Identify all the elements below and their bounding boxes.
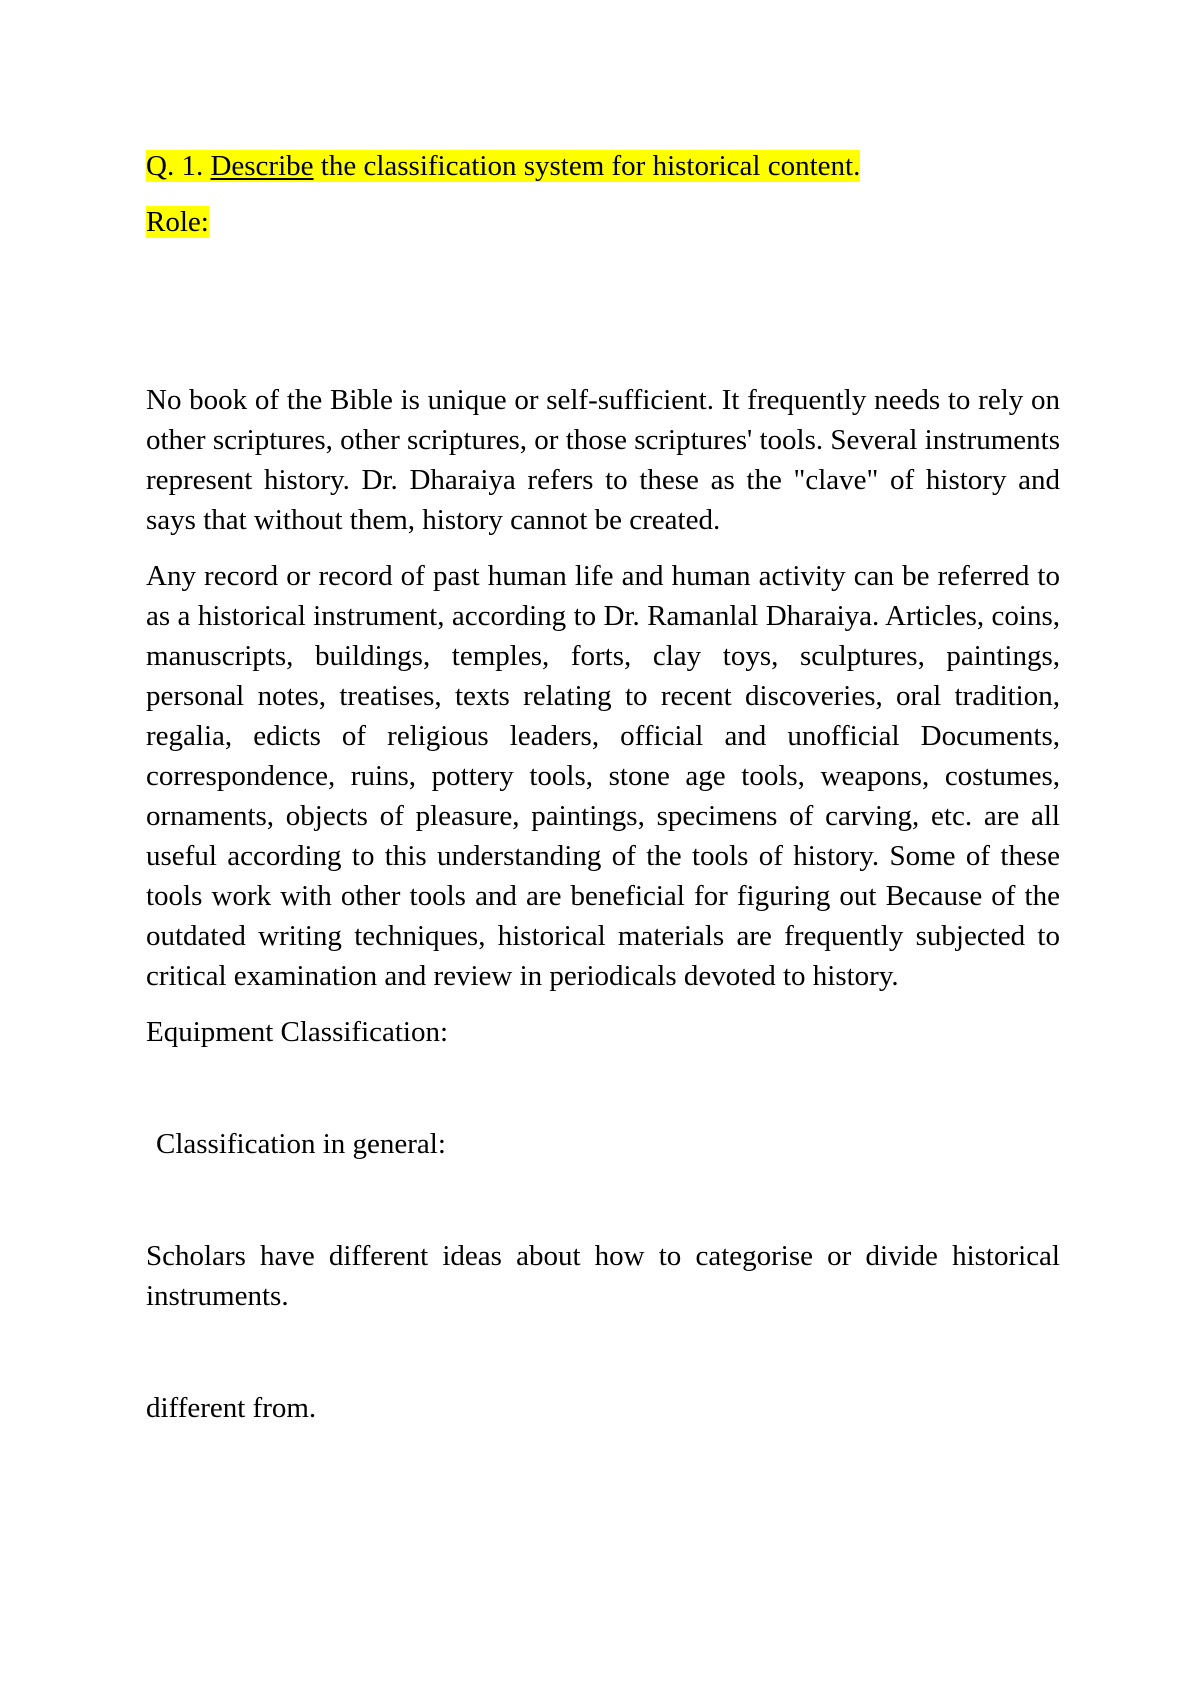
question-line [146, 146, 1060, 186]
closing-line: different from. [146, 1392, 317, 1424]
question-verb: Describe [210, 150, 314, 182]
role-line [146, 202, 1060, 242]
document-body [146, 146, 1060, 1428]
paragraph-scholars: Scholars have different ideas about how to categorise or divide historical instruments. [146, 1240, 1060, 1312]
role-label: Role: [146, 206, 209, 238]
question-prefix: Q. 1. [146, 150, 211, 182]
heading-classification-general: Classification in general: [156, 1128, 446, 1160]
heading-equipment-classification: Equipment Classification: [146, 1016, 449, 1048]
question-highlight [146, 150, 860, 182]
question-rest: the classification system for historical content. [313, 150, 861, 182]
paragraph-historical-instruments: Any record or record of past human life and human activity can be referred to as a historical instrument, according to Dr. Ramanlal Dharaiya. Articles, coins, manuscripts, buildings, temples, forts, clay toys, sculptures, paintings, personal notes, treatises, texts relating to recent discoveries, oral tradition, regalia, edicts of religious leaders, official and unofficial Documents, correspondence, ruins, pottery tools, stone age tools, weapons, costumes, ornaments, objects of pleasure, paintings, specimens of carving, etc. are all useful according to this understanding of the tools of history. Some of these tools work with other tools and are beneficial for figuring out Because of the outdated writing techniques, historical materials are frequently subjected to critical examination and review in periodicals devoted to history. [146, 560, 1060, 992]
paragraph-intro: No book of the Bible is unique or self-sufficient. It frequently needs to rely on other scriptures, other scriptures, or those scriptures' tools. Several instruments represent history. Dr. Dharaiya refers to these as the "clave" of history and says that without them, history cannot be created. [146, 384, 1060, 536]
